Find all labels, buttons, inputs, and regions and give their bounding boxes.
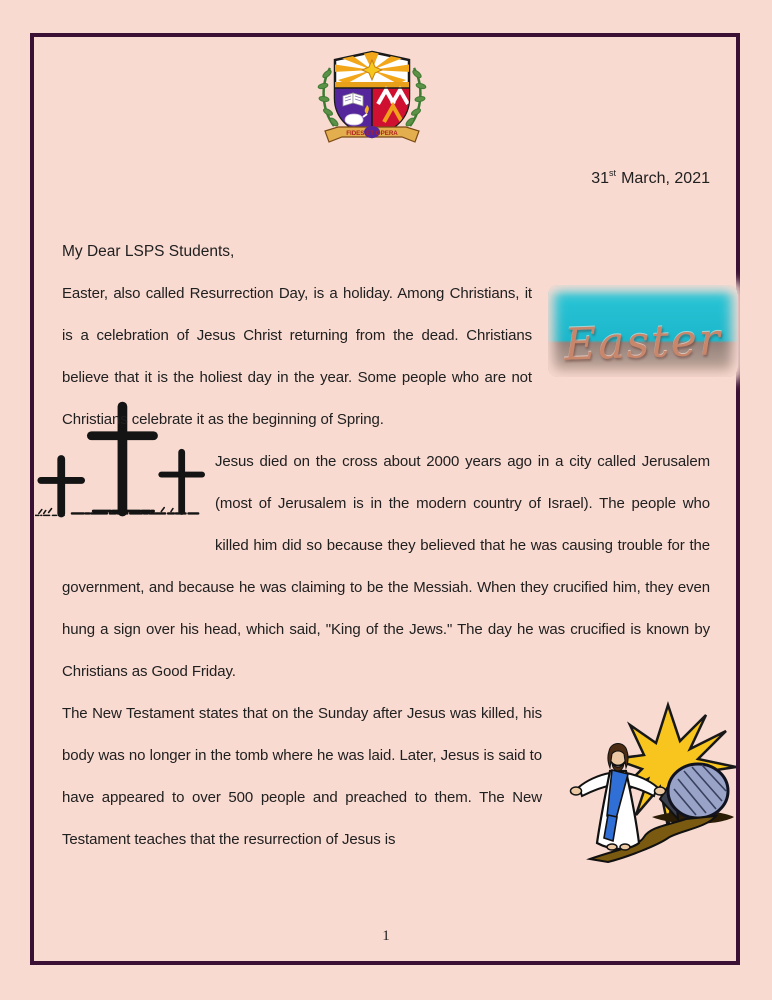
crest-icon: [312, 46, 432, 146]
date-ordinal-suffix: st: [609, 168, 617, 178]
paragraph-easter-intro-text: Easter, also called Resurrection Day, is a holiday. Among Christians, it is a celebration of Jesus Christ returning from the dead. Christians believe that it is the holiest day in the year. Some people who are not Christians celebrate it as the beginning of Spring.: [62, 285, 532, 428]
paragraph-crucifixion-text: Jesus died on the cross about 2000 years ago in a city called Jerusalem (most of Jerusalem is in the modern country of Israel). The people who killed him did so because they believed that he was causing trouble for the government, and because he was claiming to be the Messiah. When they crucified him, they even hung a sign over his head, which said, "King of the Jews." The day he was crucified is known by Christians as Good Friday.: [62, 453, 710, 680]
paragraph-resurrection-text: The New Testament states that on the Sunday after Jesus was killed, his body was no longer in the tomb where he was laid. Later, Jesus is said to have appeared to over 500 people and preached to them. The New Testament teaches that the resurrection of Jesus is: [62, 705, 542, 848]
easter-sign-photo: [548, 285, 738, 377]
paragraph-easter-intro: [62, 273, 723, 441]
paragraph-crucifixion: [62, 441, 710, 693]
date-day: 31: [591, 170, 610, 187]
salutation: My Dear LSPS Students,: [62, 243, 235, 260]
paragraph-resurrection: [62, 693, 710, 861]
jesus-resurrection-icon: [556, 697, 742, 863]
date-month-year: March, 2021: [621, 170, 710, 187]
easter-word: Easter: [563, 314, 723, 371]
page-content: [62, 0, 723, 863]
date-line: [62, 162, 710, 190]
crest-motto: FIDES ET OPERA: [346, 130, 398, 137]
page-number: 1: [382, 928, 390, 944]
school-crest-logo: [48, 46, 696, 146]
